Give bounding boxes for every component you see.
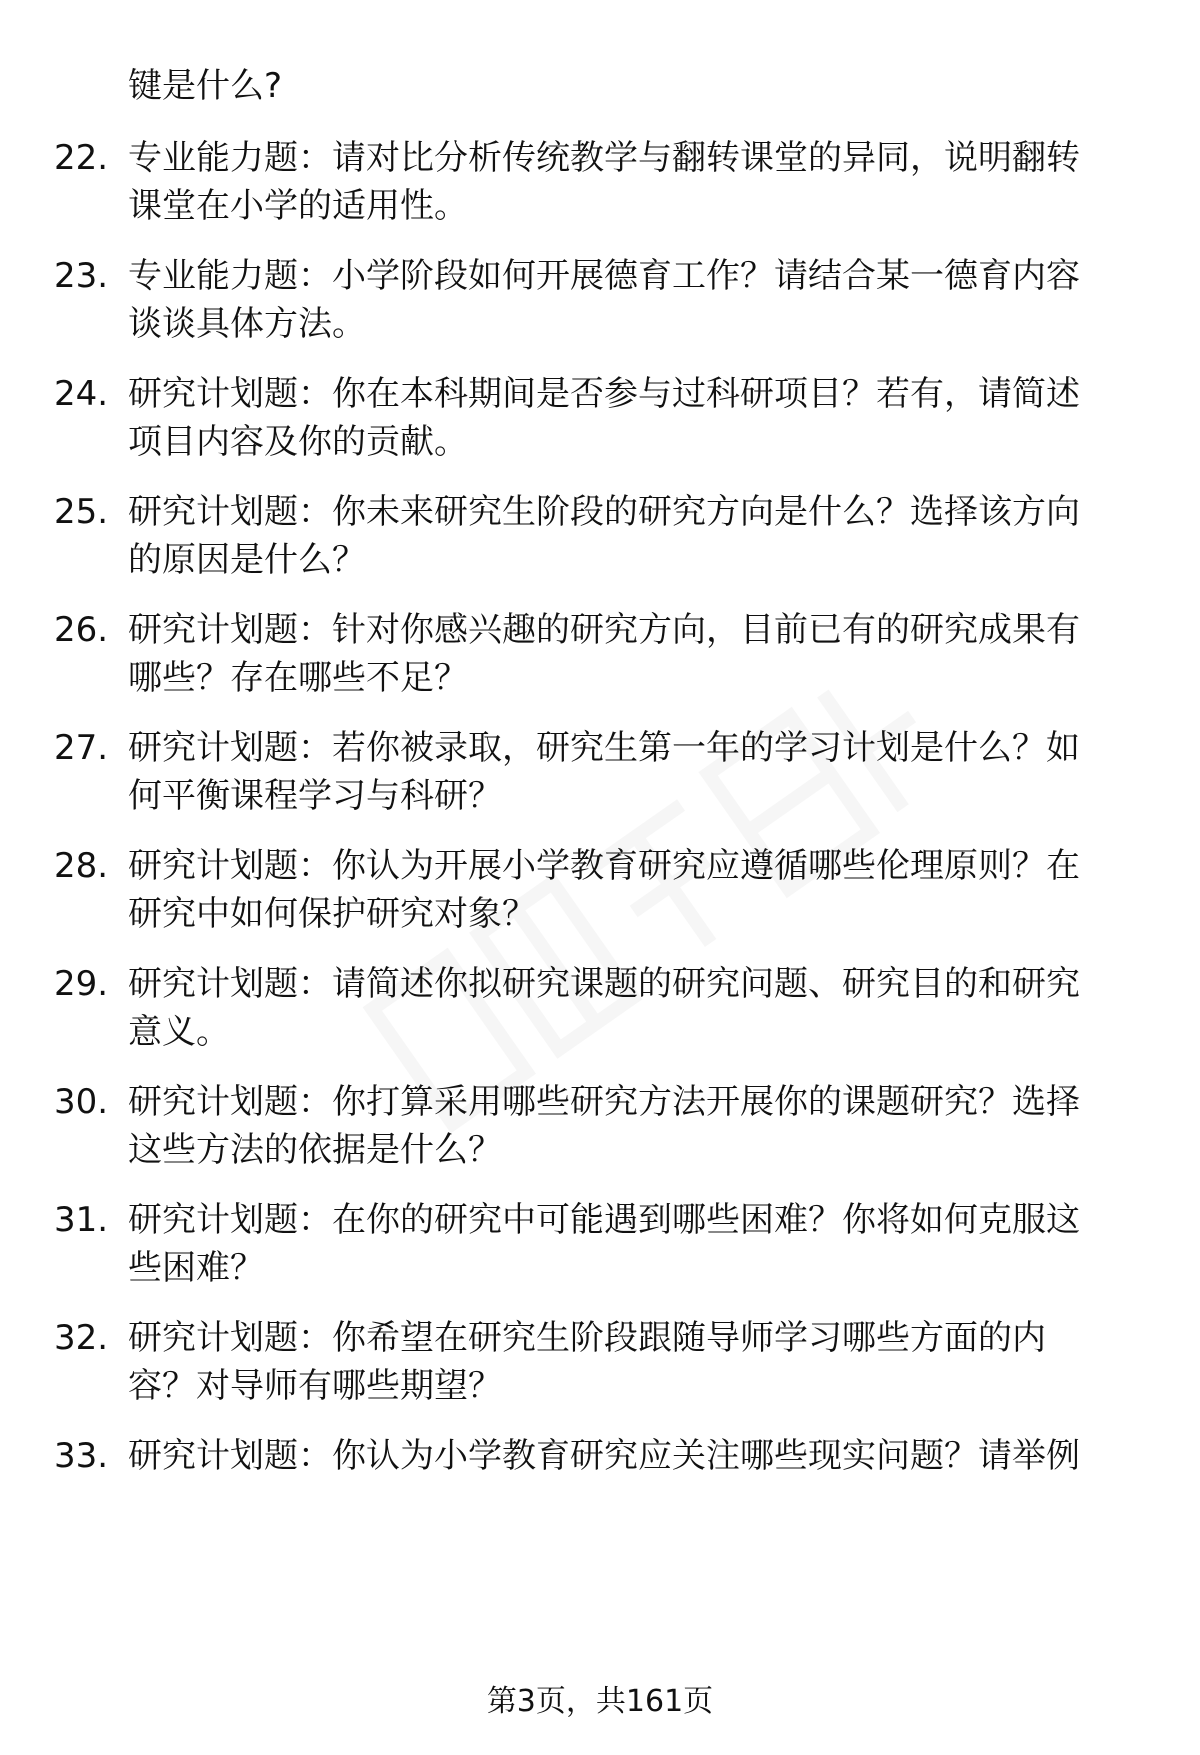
question-text <box>128 370 1148 466</box>
question-number: 23. <box>54 256 109 296</box>
question-line: 何平衡课程学习与科研？ <box>128 776 502 816</box>
question-line: 这些方法的依据是什么？ <box>128 1130 502 1170</box>
question-line: 项目内容及你的贡献。 <box>128 422 468 462</box>
question-number: 29. <box>54 964 109 1004</box>
question-number: 30. <box>54 1082 109 1122</box>
question-number: 22. <box>54 138 109 178</box>
question-number: 31. <box>54 1200 109 1240</box>
question-text <box>128 1432 1148 1480</box>
question-line: 专业能力题：小学阶段如何开展德育工作？请结合某一德育内容 <box>128 256 1080 296</box>
question-text <box>128 1314 1148 1410</box>
question-number: 24. <box>54 374 109 414</box>
question-line: 谈谈具体方法。 <box>128 304 366 344</box>
question-line: 研究中如何保护研究对象？ <box>128 894 536 934</box>
question-line: 课堂在小学的适用性。 <box>128 186 468 226</box>
question-number: 28. <box>54 846 109 886</box>
question-number: 26. <box>54 610 109 650</box>
question-number: 33. <box>54 1436 109 1476</box>
question-line: 哪些？存在哪些不足？ <box>128 658 468 698</box>
question-line: 研究计划题：请简述你拟研究课题的研究问题、研究目的和研究 <box>128 964 1080 1004</box>
question-line: 研究计划题：在你的研究中可能遇到哪些困难？你将如何克服这 <box>128 1200 1080 1240</box>
question-number: 25. <box>54 492 109 532</box>
question-text <box>128 842 1148 938</box>
question-line: 研究计划题：你打算采用哪些研究方法开展你的课题研究？选择 <box>128 1082 1080 1122</box>
question-line: 意义。 <box>128 1012 230 1052</box>
page-footer: 第3页，共161页 <box>486 1684 714 1719</box>
question-line: 研究计划题：你认为开展小学教育研究应遵循哪些伦理原则？在 <box>128 846 1080 886</box>
question-text <box>128 606 1148 702</box>
question-text <box>128 1196 1148 1292</box>
question-line: 研究计划题：你希望在研究生阶段跟随导师学习哪些方面的内 <box>128 1318 1046 1358</box>
question-text <box>128 724 1148 820</box>
question-number: 27. <box>54 728 109 768</box>
question-text <box>128 960 1148 1056</box>
question-text <box>128 488 1148 584</box>
question-line: 研究计划题：你未来研究生阶段的研究方向是什么？选择该方向 <box>128 492 1080 532</box>
question-line: 研究计划题：你在本科期间是否参与过科研项目？若有，请简述 <box>128 374 1080 414</box>
question-text <box>128 252 1148 348</box>
question-line: 专业能力题：请对比分析传统教学与翻转课堂的异同，说明翻转 <box>128 138 1080 178</box>
question-number: 32. <box>54 1318 109 1358</box>
question-line: 些困难？ <box>128 1248 264 1288</box>
continuation-text: 键是什么? <box>128 66 283 106</box>
question-line: 研究计划题：你认为小学教育研究应关注哪些现实问题？请举例 <box>128 1436 1080 1476</box>
question-line: 容？对导师有哪些期望？ <box>128 1366 502 1406</box>
question-line: 研究计划题：若你被录取，研究生第一年的学习计划是什么？如 <box>128 728 1080 768</box>
question-text <box>128 134 1148 230</box>
question-line: 的原因是什么？ <box>128 540 366 580</box>
question-line: 研究计划题：针对你感兴趣的研究方向，目前已有的研究成果有 <box>128 610 1080 650</box>
question-text <box>128 1078 1148 1174</box>
